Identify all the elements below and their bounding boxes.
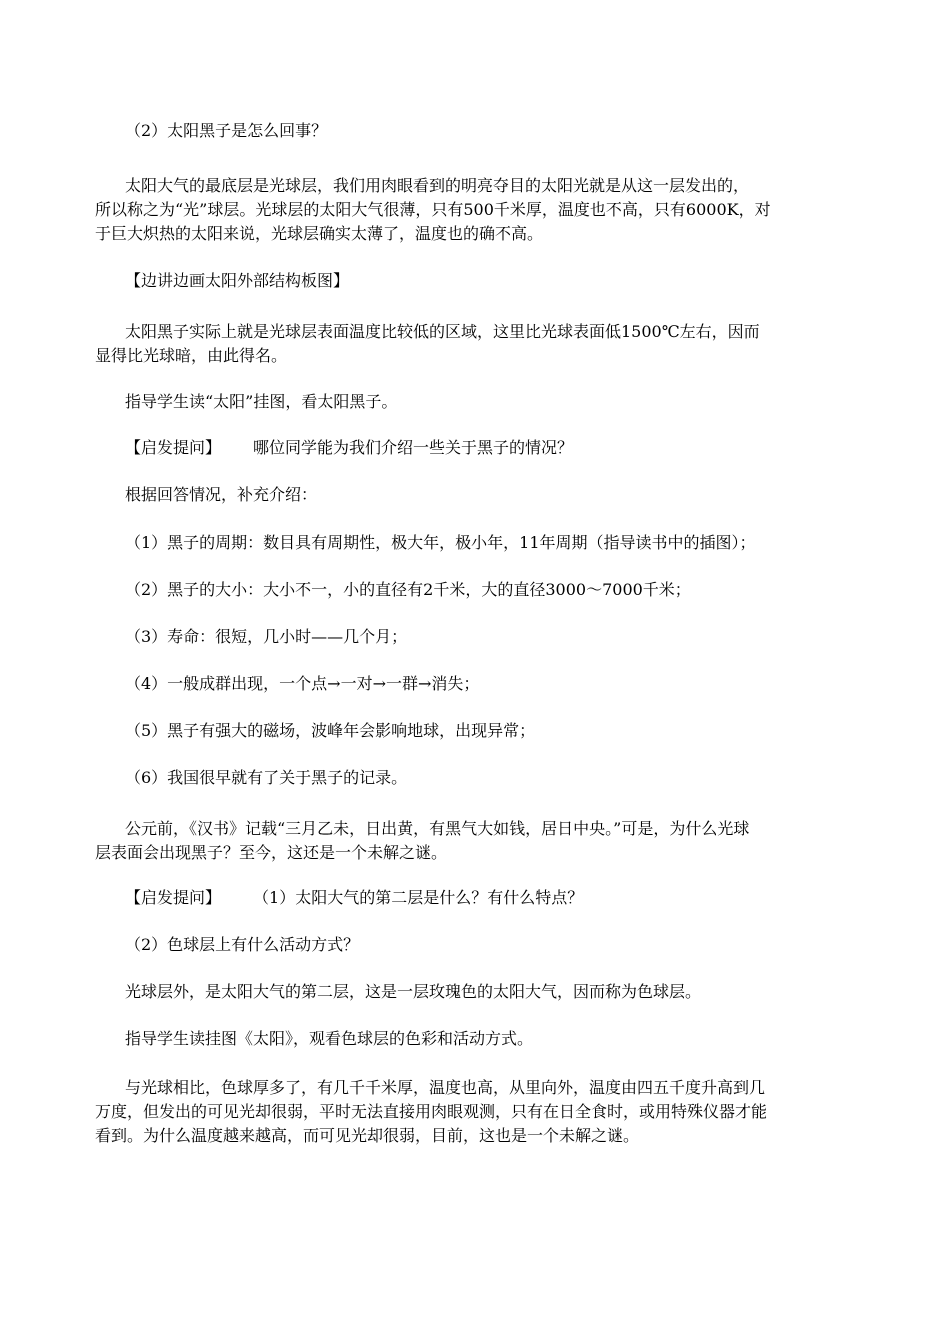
list-item-text: （1）黑子的周期：数目具有周期性，极大年，极小年，11年周期（指导读书中的插图）； (125, 533, 756, 552)
list-item-text: （5）黑子有强大的磁场，波峰年会影响地球，出现异常； (125, 721, 536, 740)
paragraph-line: 与光球相比，色球厚多了，有几千千米厚，温度也高，从里向外，温度由四五千度升高到几 (125, 1078, 766, 1097)
paragraph-line: 太阳黑子实际上就是光球层表面温度比较低的区域，这里比光球表面低1500℃左右，因而 (125, 322, 760, 341)
supplement-intro-text: 根据回答情况，补充介绍： (125, 485, 318, 504)
prompt-text: （1）太阳大气的第二层是什么？有什么特点？ (253, 888, 584, 907)
paragraph-hanshu-record (95, 817, 865, 865)
prompt-question-1 (125, 440, 845, 456)
board-drawing-note (125, 273, 845, 289)
question-sunspot-text: （2）太阳黑子是怎么回事？ (125, 121, 328, 140)
guide-read-chart (125, 394, 845, 410)
guide-read-chart-text: 指导学生读“太阳”挂图，看太阳黑子。 (125, 392, 398, 411)
paragraph-comparison (95, 1076, 865, 1148)
list-item-text: （2）黑子的大小：大小不一，小的直径有2千米，大的直径3000～7000千米； (125, 580, 691, 599)
paragraph-line: 太阳大气的最底层是光球层，我们用肉眼看到的明亮夺目的太阳光就是从这一层发出的， (125, 176, 750, 195)
paragraph-line: 于巨大炽热的太阳来说，光球层确实太薄了，温度也的确不高。 (95, 224, 544, 243)
prompt-question-2 (125, 890, 845, 906)
paragraph-line: 看到。为什么温度越来越高，而可见光却很弱，目前，这也是一个未解之谜。 (95, 1126, 640, 1145)
list-item-3 (125, 629, 845, 645)
paragraph-line: 公元前，《汉书》记载“三月乙未，日出黄，有黑气大如钱，居日中央。”可是，为什么光球 (125, 819, 750, 838)
prompt-label: 【启发提问】 (125, 888, 222, 907)
question-sunspot (125, 123, 845, 139)
list-item-4 (125, 676, 845, 692)
paragraph-sunspot-definition (95, 320, 865, 368)
paragraph-photosphere (95, 174, 865, 246)
paragraph-text: 光球层外，是太阳大气的第二层，这是一层玫瑰色的太阳大气，因而称为色球层。 (125, 982, 702, 1001)
paragraph-text: 指导学生读挂图《太阳》，观看色球层的色彩和活动方式。 (125, 1029, 534, 1048)
paragraph-line: 万度，但发出的可见光却很弱，平时无法直接用肉眼观测，只有在日全食时，或用特殊仪器才能 (95, 1102, 768, 1121)
list-item-5 (125, 723, 845, 739)
prompt-question-2b (125, 937, 845, 953)
list-item-6 (125, 770, 845, 786)
paragraph-line: 显得比光球暗，由此得名。 (95, 346, 288, 365)
paragraph-line: 所以称之为“光”球层。光球层的太阳大气很薄，只有500千米厚，温度也不高，只有6000K，对 (95, 200, 771, 219)
list-item-1 (125, 535, 845, 551)
list-item-text: （3）寿命：很短，几小时——几个月； (125, 627, 408, 646)
paragraph-line: 层表面会出现黑子？至今，这还是一个未解之谜。 (95, 843, 448, 862)
board-drawing-note-text: 【边讲边画太阳外部结构板图】 (125, 271, 350, 290)
prompt-label: 【启发提问】 (125, 438, 222, 457)
list-item-text: （4）一般成群出现，一个点→一对→一群→消失； (125, 674, 480, 693)
list-item-2 (125, 582, 845, 598)
list-item-text: （6）我国很早就有了关于黑子的记录。 (125, 768, 408, 787)
prompt-text: （2）色球层上有什么活动方式？ (125, 935, 360, 954)
guide-read-chart-2 (125, 1031, 845, 1047)
prompt-text: 哪位同学能为我们介绍一些关于黑子的情况？ (253, 438, 574, 457)
paragraph-chromosphere (125, 984, 845, 1000)
supplement-intro (125, 487, 845, 503)
